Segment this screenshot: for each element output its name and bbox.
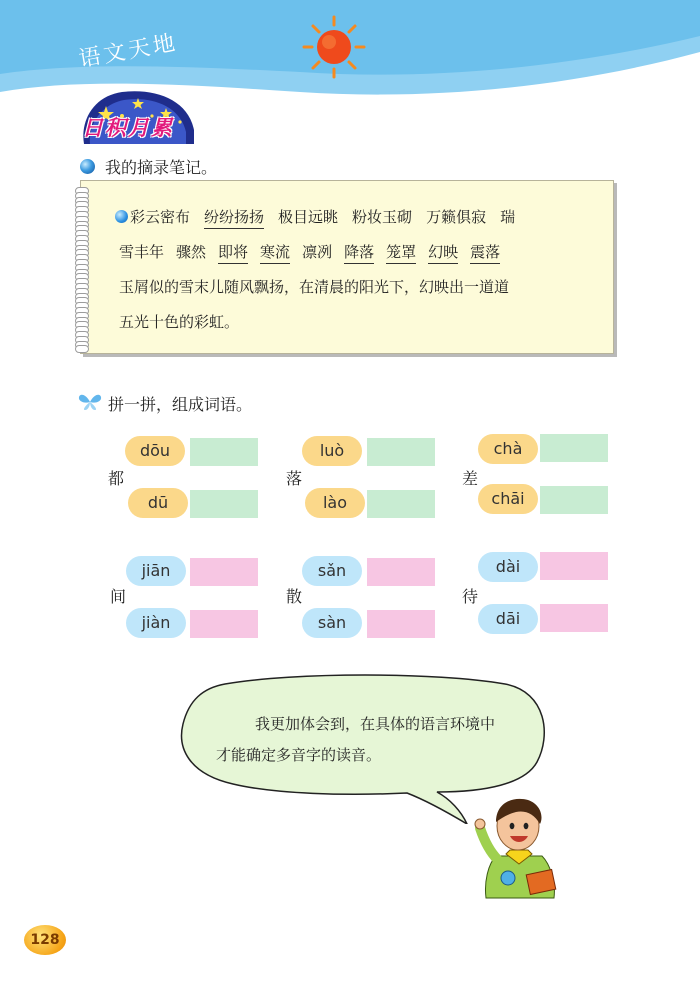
note-term: 凛冽 — [302, 243, 333, 261]
header-title: 语文天地 — [76, 30, 180, 73]
answer-box[interactable] — [367, 490, 435, 518]
pinyin-pill: lào — [305, 488, 365, 518]
answer-box[interactable] — [540, 434, 608, 462]
note-term: 骤然 — [176, 243, 207, 261]
notebook-card — [80, 180, 614, 354]
pinyin-pill: dū — [128, 488, 188, 518]
practice-char: 落 — [286, 469, 303, 488]
note-term: 粉妆玉砌 — [352, 208, 413, 226]
note-line-4: 五光十色的彩虹。 — [119, 313, 240, 331]
spiral-ring — [75, 345, 89, 353]
note-line-2 — [119, 241, 500, 262]
pinyin-pill: chà — [478, 434, 538, 464]
practice-char: 差 — [462, 469, 479, 488]
pinyin-pill: sǎn — [302, 556, 362, 586]
pinyin-pill: jiān — [126, 556, 186, 586]
note-term-underlined: 寒流 — [260, 243, 290, 264]
bubble-line-1: 我更加体会到，在具体的语言环境中 — [255, 715, 496, 733]
pinyin-pill: luò — [302, 436, 362, 466]
pinyin-heading: 拼一拼，组成词语。 — [108, 395, 253, 414]
pinyin-pill: jiàn — [126, 608, 186, 638]
note-term-underlined: 震落 — [470, 243, 500, 264]
pinyin-pill: dōu — [125, 436, 185, 466]
practice-char: 间 — [110, 587, 127, 606]
bubble-line-2: 才能确定多音字的读音。 — [216, 746, 382, 764]
answer-box[interactable] — [190, 558, 258, 586]
pinyin-pill: chāi — [478, 484, 538, 514]
practice-char: 待 — [462, 587, 479, 606]
sun-icon — [302, 15, 366, 79]
note-term-underlined: 降落 — [344, 243, 374, 264]
note-term-underlined: 幻映 — [428, 243, 458, 264]
butterfly-icon — [78, 393, 102, 411]
answer-box[interactable] — [540, 604, 608, 632]
note-line-3: 玉屑似的雪末儿随风飘扬，在清晨的阳光下，幻映出一道道 — [119, 278, 510, 296]
pinyin-pill: dāi — [478, 604, 538, 634]
answer-box[interactable] — [367, 610, 435, 638]
note-line-1 — [115, 206, 515, 227]
answer-box[interactable] — [190, 438, 258, 466]
note-term-underlined: 笼罩 — [386, 243, 416, 264]
page-number: 128 — [24, 925, 66, 955]
notes-heading: 我的摘录笔记。 — [105, 158, 218, 177]
answer-box[interactable] — [190, 610, 258, 638]
pinyin-pill: sàn — [302, 608, 362, 638]
pinyin-pill: dài — [478, 552, 538, 582]
boy-illustration — [470, 790, 570, 900]
note-term: 极目远眺 — [278, 208, 339, 226]
answer-box[interactable] — [367, 438, 435, 466]
note-term: 雪丰年 — [119, 243, 165, 261]
bullet-ball-icon — [80, 159, 95, 174]
section-badge-label: 日积月累 — [82, 115, 174, 140]
note-term: 万籁俱寂 — [426, 208, 487, 226]
answer-box[interactable] — [367, 558, 435, 586]
note-bullet-icon — [115, 210, 128, 223]
answer-box[interactable] — [540, 486, 608, 514]
note-term-underlined: 纷纷扬扬 — [204, 208, 264, 229]
practice-char: 散 — [286, 587, 303, 606]
note-term: 彩云密布 — [130, 208, 191, 226]
answer-box[interactable] — [190, 490, 258, 518]
answer-box[interactable] — [540, 552, 608, 580]
note-term-underlined: 即将 — [218, 243, 248, 264]
practice-char: 都 — [108, 469, 125, 488]
note-term: 瑞 — [500, 208, 516, 226]
